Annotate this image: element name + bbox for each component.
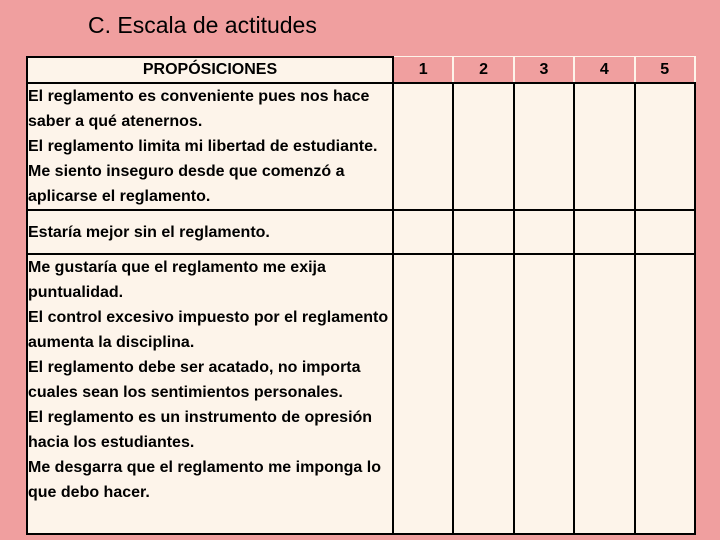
table-row (27, 254, 695, 534)
proposition-text: Me siento inseguro desde que comenzó a aplicarse el reglamento. (28, 163, 345, 205)
rating-cell-1[interactable] (393, 210, 453, 254)
attitude-scale-table (26, 56, 696, 535)
table-header-row (27, 57, 695, 83)
proposition-text: El reglamento es conveniente pues nos hace saber a qué atenernos. (28, 88, 370, 130)
rating-cell-2[interactable] (453, 83, 513, 210)
propositions-header: PROPÓSICIONES (27, 57, 393, 83)
rating-cell-4[interactable] (574, 210, 634, 254)
rating-cell-3[interactable] (514, 254, 574, 534)
proposition-cell (27, 254, 393, 534)
rating-cell-2[interactable] (453, 254, 513, 534)
proposition-cell (27, 210, 393, 254)
proposition-text: El control excesivo impuesto por el reglamento aumenta la disciplina. (28, 309, 389, 351)
rating-cell-5[interactable] (635, 254, 695, 534)
scale-header-2: 2 (453, 57, 513, 83)
proposition-cell (27, 83, 393, 210)
rating-cell-4[interactable] (574, 254, 634, 534)
rating-cell-3[interactable] (514, 83, 574, 210)
proposition-text: El reglamento debe ser acatado, no importa cuales sean los sentimientos personales. (28, 359, 361, 401)
proposition-text: El reglamento es un instrumento de opresión hacia los estudiantes. (28, 409, 373, 451)
proposition-text: Me gustaría que el reglamento me exija puntualidad. (28, 259, 326, 301)
rating-cell-4[interactable] (574, 83, 634, 210)
rating-cell-3[interactable] (514, 210, 574, 254)
scale-header-5: 5 (635, 57, 695, 83)
rating-cell-5[interactable] (635, 83, 695, 210)
slide-title: C. Escala de actitudes (88, 12, 317, 38)
scale-header-1: 1 (393, 57, 453, 83)
proposition-text: Estaría mejor sin el reglamento. (28, 223, 270, 241)
scale-header-3: 3 (514, 57, 574, 83)
proposition-text: El reglamento limita mi libertad de estudiante. (28, 138, 378, 155)
rating-cell-5[interactable] (635, 210, 695, 254)
rating-cell-1[interactable] (393, 254, 453, 534)
scale-header-4: 4 (574, 57, 634, 83)
rating-cell-2[interactable] (453, 210, 513, 254)
table-row (27, 83, 695, 210)
rating-cell-1[interactable] (393, 83, 453, 210)
proposition-text: Me desgarra que el reglamento me imponga lo que debo hacer. (28, 459, 381, 501)
table-row (27, 210, 695, 254)
